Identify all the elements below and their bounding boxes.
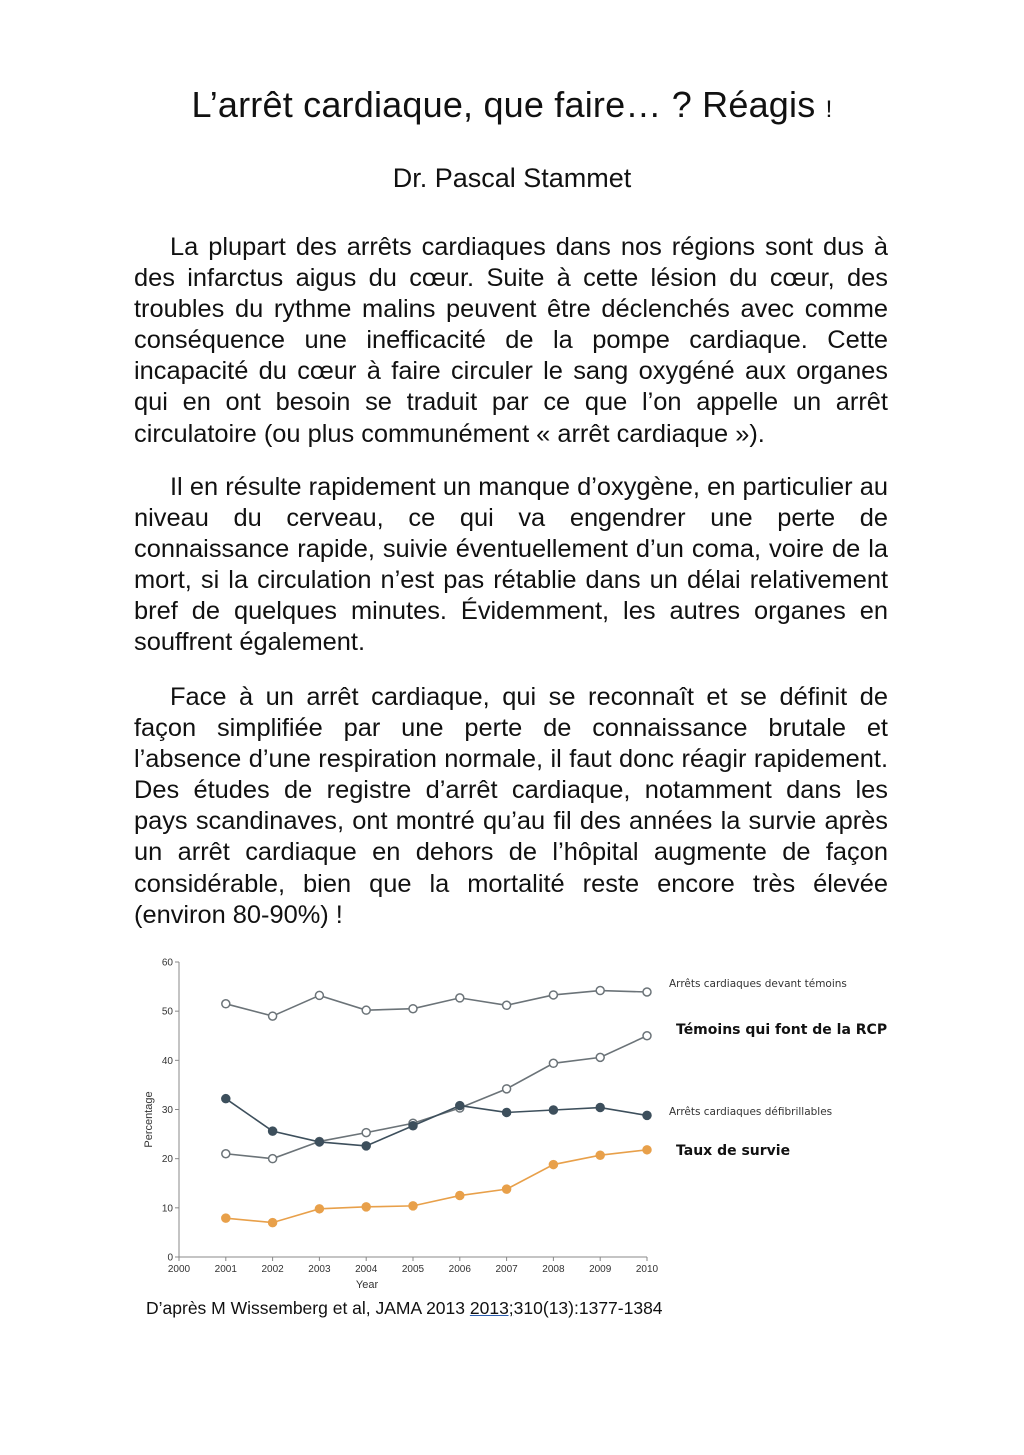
series-3-point bbox=[643, 1111, 651, 1119]
y-axis-title: Percentage bbox=[143, 1091, 155, 1148]
series-line-4 bbox=[226, 1150, 647, 1223]
x-tick-label: 2006 bbox=[448, 1264, 471, 1275]
x-tick-label: 2009 bbox=[589, 1264, 612, 1275]
series-3-point bbox=[549, 1106, 557, 1114]
series-1-point bbox=[549, 991, 557, 999]
series-2-point bbox=[549, 1059, 557, 1067]
series-4-point bbox=[503, 1185, 511, 1193]
series-3-point bbox=[456, 1102, 464, 1110]
source-citation bbox=[146, 1298, 663, 1319]
x-axis-title: Year bbox=[355, 1279, 379, 1291]
series-3-point bbox=[596, 1104, 604, 1112]
paragraph-2: Il en résulte rapidement un manque d’oxygène, en particulier au niveau du cerveau, ce qui va engendrer une perte de connaissance rapide, suivie éventuellement d’un coma, voire de la mort, si la circulation n’est pas rétablie dans un délai relativement bref de quelques minutes. Évidemment, les autres organes en souffrent également. bbox=[134, 473, 888, 657]
x-tick-label: 2000 bbox=[167, 1264, 191, 1275]
x-tick-label: 2004 bbox=[355, 1264, 378, 1275]
x-tick-label: 2002 bbox=[261, 1264, 284, 1275]
title-text: L’arrêt cardiaque, que faire… ? Réagis bbox=[191, 84, 816, 125]
series-1-point bbox=[409, 1005, 417, 1013]
x-tick-label: 2008 bbox=[542, 1264, 565, 1275]
series-1-point bbox=[269, 1012, 277, 1020]
series-4-point bbox=[362, 1203, 370, 1211]
x-tick-label: 2003 bbox=[308, 1264, 331, 1275]
series-line-1 bbox=[226, 991, 647, 1017]
series-4-point bbox=[596, 1151, 604, 1159]
series-4-point bbox=[643, 1146, 651, 1154]
survival-line-chart bbox=[134, 950, 894, 1295]
series-1-point bbox=[456, 994, 464, 1002]
series-2-point bbox=[643, 1032, 651, 1040]
series-2-point bbox=[503, 1085, 511, 1093]
series-1-point bbox=[362, 1006, 370, 1014]
series-label-3: Arrêts cardiaques défibrillables bbox=[669, 1106, 833, 1118]
y-tick-label: 30 bbox=[161, 1105, 173, 1116]
x-tick-label: 2010 bbox=[635, 1264, 659, 1275]
y-tick-label: 50 bbox=[161, 1006, 173, 1018]
y-tick-label: 20 bbox=[161, 1154, 173, 1166]
series-4-point bbox=[222, 1214, 230, 1222]
series-label-4: Taux de survie bbox=[676, 1143, 791, 1159]
series-label-2: Témoins qui font de la RCP bbox=[676, 1022, 888, 1038]
series-4-point bbox=[409, 1202, 417, 1210]
series-1-point bbox=[222, 1000, 230, 1008]
series-3-point bbox=[269, 1127, 277, 1135]
series-2-point bbox=[596, 1053, 604, 1061]
series-line-3 bbox=[226, 1099, 647, 1146]
x-tick-label: 2001 bbox=[214, 1264, 237, 1275]
series-3-point bbox=[315, 1138, 323, 1146]
series-line-2 bbox=[226, 1036, 647, 1159]
source-suffix: 310(13):1377-1384 bbox=[513, 1298, 663, 1318]
x-tick-label: 2005 bbox=[401, 1264, 425, 1275]
title-exclamation: ! bbox=[825, 96, 833, 123]
series-3-point bbox=[409, 1122, 417, 1130]
series-3-point bbox=[362, 1142, 370, 1150]
y-tick-label: 60 bbox=[161, 957, 173, 969]
series-2-point bbox=[269, 1155, 277, 1163]
series-1-point bbox=[503, 1001, 511, 1009]
series-label-1: Arrêts cardiaques devant témoins bbox=[669, 978, 847, 990]
source-prefix: D’après M Wissemberg et al, JAMA 2013 bbox=[146, 1298, 470, 1318]
paragraph-1: La plupart des arrêts cardiaques dans nos régions sont dus à des infarctus aigus du cœur. Suite à cette lésion du cœur, des troubles du rythme malins peuvent être déclenchés avec comme conséquence une inefficacité de la pompe cardiaque. Cette incapacité du cœur à faire circuler le sang oxygéné aux organes qui en ont besoin se traduit par ce que l’on appelle un arrêt circulatoire (ou plus communément « arrêt cardiaque »). bbox=[134, 233, 888, 448]
x-tick-label: 2007 bbox=[495, 1264, 518, 1275]
series-1-point bbox=[315, 991, 323, 999]
series-2-point bbox=[222, 1150, 230, 1158]
series-4-point bbox=[315, 1205, 323, 1213]
author-name: Dr. Pascal Stammet bbox=[392, 163, 632, 193]
series-1-point bbox=[643, 988, 651, 996]
series-1-point bbox=[596, 987, 604, 995]
document-title bbox=[0, 84, 1024, 126]
series-2-point bbox=[362, 1129, 370, 1137]
series-3-point bbox=[222, 1095, 230, 1103]
y-tick-label: 40 bbox=[161, 1055, 173, 1067]
series-4-point bbox=[549, 1161, 557, 1169]
source-link[interactable]: 2013; bbox=[469, 1298, 514, 1318]
series-4-point bbox=[456, 1192, 464, 1200]
series-3-point bbox=[503, 1108, 511, 1116]
series-4-point bbox=[269, 1219, 277, 1227]
y-tick-label: 0 bbox=[167, 1252, 173, 1264]
paragraph-3: Face à un arrêt cardiaque, qui se reconnaît et se définit de façon simplifiée par une perte de connaissance brutale et l’absence d’une respiration normale, il faut donc réagir rapidement. Des études de registre d’arrêt cardiaque, notamment dans les pays scandinaves, ont montré qu’au fil des années la survie après un arrêt cardiaque en dehors de l’hôpital augmente de façon considérable, bien que la mortalité reste encore très élevée (environ 80-90%) ! bbox=[134, 683, 888, 929]
y-tick-label: 10 bbox=[161, 1203, 173, 1215]
